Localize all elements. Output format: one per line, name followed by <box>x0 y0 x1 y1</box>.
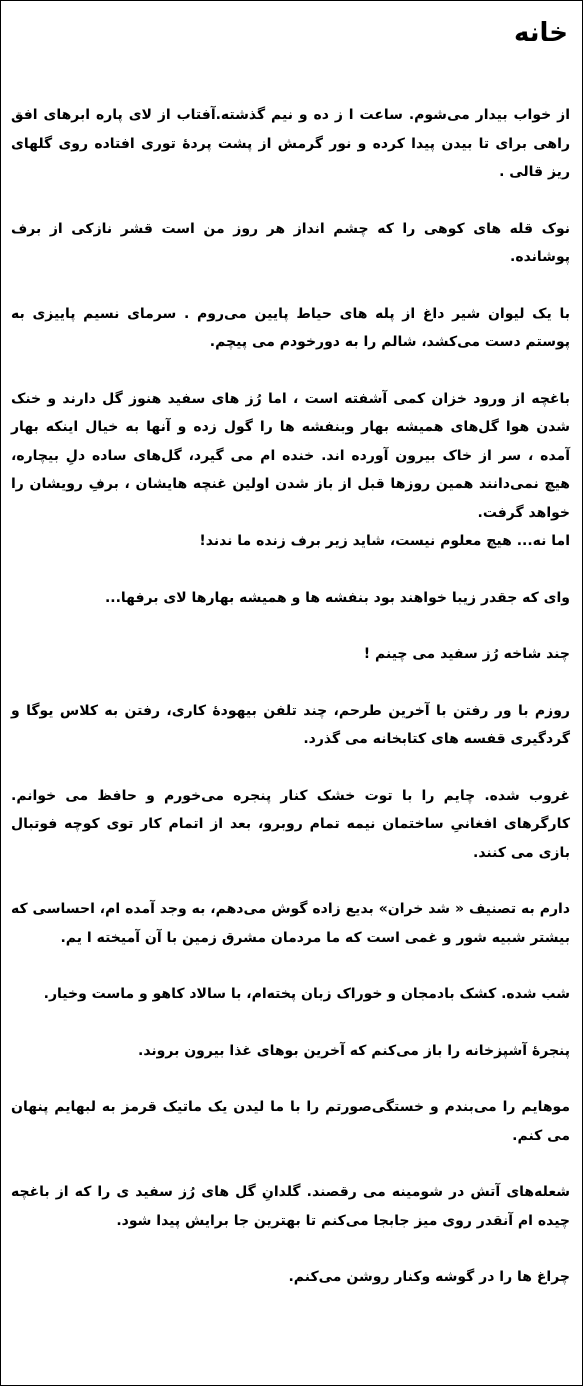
paragraph: شعله‌های آتش در شومینه می رقصند. گلدانِ گل های رُز سفید ی را که از باغچه چیده ام آنقدر روی میز جابجا می‌کنم تا بهترین جا برایش پیدا شود. <box>11 1184 570 1229</box>
paragraph: چراغ ها را در گوشه وکنار روشن می‌کنم. <box>288 1269 570 1285</box>
paragraph: نوک قله های کوهی را که چشم انداز هر روز من است قشر نازکی از برف پوشانده. <box>11 220 570 265</box>
paragraph: با یک لیوان شیر داغ از پله های حیاط پایین می‌روم . سرمای نسیم پاییزی به پوستم دست می‌کشد، شالم را به دورخودم می پیچم. <box>11 305 570 350</box>
paragraph: وای که جقدر زیبا خواهند بود بنفشه ها و همیشه بهارها لای برفها... <box>104 589 570 606</box>
paragraph: باغچه از ورود خزان کمی آشفته است ، اما رُز های سفید هنوز گل دارند و خنک شدن هوا گل‌های همیشه بهار وبنفشه ها را گول زده و آنها به خیال اینکه بهار آمده ، سر از خاک بیرون آورده اند. خنده ام می گیرد، گل‌های ساده دلِ بیچاره، هیچ نمی‌دانند همین روزها قبل از باز شدن اولین غنچه هایشان ، برفِ رویشان را خواهد گرفت. <box>11 390 570 521</box>
paragraph: غروب شده. چایم را با توت خشک کنار پنجره می‌خورم و حافظ می خوانم. کارگرهای افغانیِ ساختمان نیمه تمام روبرو، بعد از اتمام کار توی کوچه فوتبال بازی می کنند. <box>11 787 570 861</box>
paragraph: از خواب بیدار می‌شوم. ساعت ا ز ده و نیم گذشته.آفتاب از لای پاره ابرهای افق راهی برای تا بیدن پیدا کرده و نور گرمش از پشت پردهٔ توری افتاده روی گلهای ریز قالی . <box>11 107 570 180</box>
paragraph: موهایم را می‌بندم و خستگی‌صورتم را با ما لیدن یک ماتیک قرمز به لبهایم پنهان می کنم. <box>11 1099 570 1144</box>
paragraph: چند شاخه رُز سفید می چینم ! <box>363 646 570 662</box>
paragraph: شب شده. کشک بادمجان و خوراک زبان پخته‌ام، با سالاد کاهو و ماست وخیار. <box>43 986 570 1002</box>
paragraph: اما نه... هیچ معلوم نیست، شاید زیر برف زنده ما ندند! <box>199 533 570 549</box>
paragraph: روزم با ور رفتن با آخرین طرحم، چند تلفن بیهودهٔ کاری، رفتن به کلاس یوگا و گردگیری قفسه های کتابخانه می گذرد. <box>11 702 570 747</box>
page-title: خانه <box>513 18 568 48</box>
paragraph: دارم به تصنیف « شد خران» بدیع زاده گوش می‌دهم، به وجد آمده ام، احساسی که بیشتر شبیه شور و غمی است که ما مردمان مشرق زمین با آن آمیخته ا یم. <box>11 901 570 946</box>
document-body <box>11 101 570 1320</box>
paragraph: پنجرهٔ آشپزخانه را باز می‌کنم که آخرین بوهای غذا بیرون بروند. <box>138 1042 570 1059</box>
